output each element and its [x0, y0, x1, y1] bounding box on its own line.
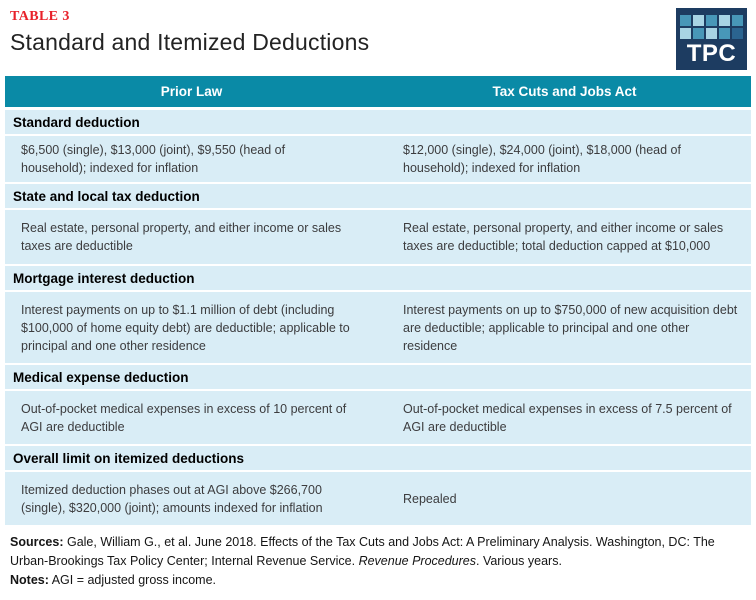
table-number-label: TABLE 3: [10, 9, 70, 24]
logo-wordmark: TPC: [686, 40, 737, 67]
sources-text-end: . Various years.: [476, 554, 562, 568]
notes-label: Notes:: [10, 572, 49, 587]
cell-text: Interest payments on up to $750,000 of new acquisition debt are deductible; applicable to principal and one other residence: [403, 302, 738, 353]
cell-text: Interest payments on up to $1.1 million of debt (including $100,000 of home equity debt) are deductible; applicable to principal and one other residence: [21, 302, 350, 353]
tpc-logo: [676, 8, 747, 70]
cell-text: Repealed: [403, 491, 457, 506]
footer: [0, 527, 756, 589]
cell-text: Real estate, personal property, and either income or sales taxes are deductible; total deduction capped at $10,000: [403, 221, 724, 254]
cell-text: Itemized deduction phases out at AGI above $266,700 (single), $320,000 (joint); amounts indexed for inflation: [21, 482, 323, 515]
sources-italic-text: Revenue Procedures: [358, 554, 476, 568]
logo-square: [706, 15, 717, 26]
table-row: [5, 292, 751, 363]
cell-text: Real estate, personal property, and either income or sales taxes are deductible: [21, 221, 342, 254]
section-heading-overall-limit: Overall limit on itemized deductions: [5, 446, 751, 470]
sources-text: Gale, William G., et al. June 2018. Effects of the Tax Cuts and Jobs Act: A Preliminary Analysis. Washington, DC: The Urban-Brookings Tax Policy Center; Internal Revenue Service.: [10, 535, 715, 568]
deductions-table: [5, 76, 751, 525]
logo-square: [719, 15, 730, 26]
cell-tcja: [378, 292, 751, 363]
table-row: [5, 391, 751, 444]
cell-prior-law: [5, 136, 378, 182]
cell-prior-law: [5, 391, 378, 444]
notes: [10, 571, 746, 590]
title-block: [0, 0, 756, 76]
logo-squares-icon: [676, 15, 747, 39]
logo-square: [706, 28, 717, 39]
cell-tcja: [378, 391, 751, 444]
section-heading-standard-deduction: Standard deduction: [5, 110, 751, 134]
logo-square: [732, 15, 743, 26]
table-row: [5, 472, 751, 525]
cell-tcja: [378, 210, 751, 264]
cell-tcja: [378, 136, 751, 182]
table-row: [5, 136, 751, 182]
column-header-prior-law: Prior Law: [160, 84, 223, 99]
cell-prior-law: [5, 472, 378, 525]
logo-square: [680, 28, 691, 39]
cell-prior-law: [5, 210, 378, 264]
notes-text: AGI = adjusted gross income.: [48, 572, 217, 587]
cell-text: $6,500 (single), $13,000 (joint), $9,550 (head of household); indexed for inflation: [21, 143, 286, 176]
sources-label: Sources:: [10, 535, 64, 550]
cell-text: Out-of-pocket medical expenses in excess of 10 percent of AGI are deductible: [21, 401, 347, 434]
section-heading-state-local-tax: State and local tax deduction: [5, 184, 751, 208]
cell-tcja: [378, 472, 751, 525]
table-header-row: [5, 76, 751, 107]
column-header-tax-cuts-jobs-act: Tax Cuts and Jobs Act: [492, 84, 637, 99]
table-row: [5, 210, 751, 264]
cell-text: $12,000 (single), $24,000 (joint), $18,000 (head of household); indexed for inflation: [403, 143, 681, 176]
sources-note: [10, 533, 746, 571]
logo-square: [680, 15, 691, 26]
logo-square: [719, 28, 730, 39]
page-title: Standard and Itemized Deductions: [10, 29, 370, 55]
section-heading-mortgage-interest: Mortgage interest deduction: [5, 266, 751, 290]
section-heading-medical-expense: Medical expense deduction: [5, 365, 751, 389]
cell-prior-law: [5, 292, 378, 363]
logo-square: [732, 28, 743, 39]
logo-square: [693, 28, 704, 39]
logo-square: [693, 15, 704, 26]
cell-text: Out-of-pocket medical expenses in excess of 7.5 percent of AGI are deductible: [403, 401, 732, 434]
